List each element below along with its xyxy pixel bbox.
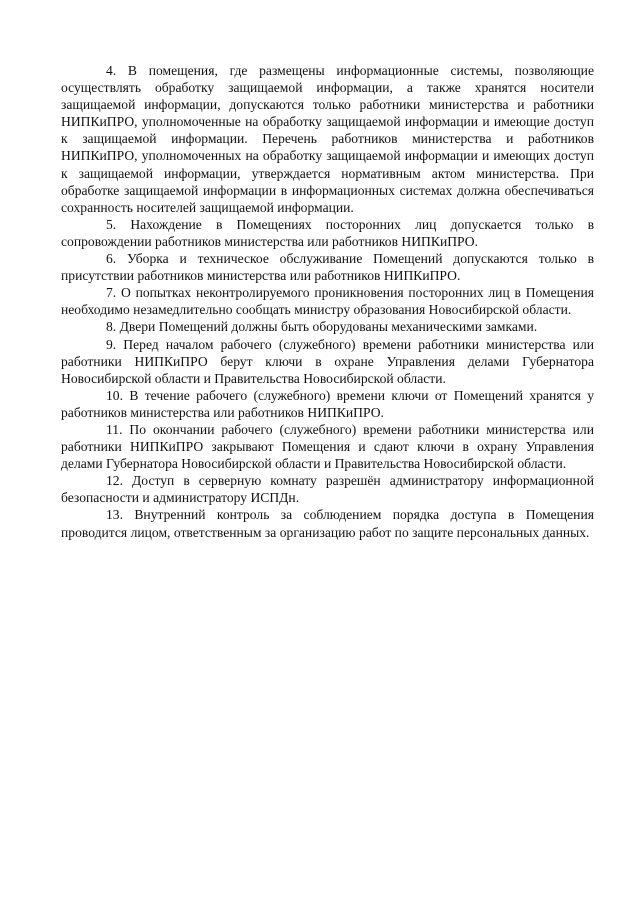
paragraph-7: 7. О попытках неконтролируемого проникновения посторонних лиц в Помещения необходимо незамедлительно сообщать министру образования Новосибирской области. (61, 285, 594, 318)
paragraph-11: 11. По окончании рабочего (служебного) времени работники министерства или работники НИПКиПРО закрывают Помещения и сдают ключи в охрану Управления делами Губернатора Новосибирской области и Правительства Новосибирской области. (61, 421, 594, 472)
paragraph-8: 8. Двери Помещений должны быть оборудованы механическими замками. (106, 319, 538, 335)
paragraph-9: 9. Перед началом рабочего (служебного) времени работники министерства или работники НИПКиПРО берут ключи в охране Управления делами Губернатора Новосибирской области и Правительства Новосибирской области. (61, 336, 594, 386)
document-page (61, 62, 594, 541)
paragraph-6: 6. Уборка и техническое обслуживание Помещений допускаются только в присутствии работников министерства или работников НИПКиПРО. (61, 251, 594, 284)
paragraph-10: 10. В течение рабочего (служебного) времени ключи от Помещений хранятся у работников министерства или работников НИПКиПРО. (61, 387, 594, 420)
paragraph-13: 13. Внутренний контроль за соблюдением порядка доступа в Помещения проводится лицом, ответственным за организацию работ по защите персональных данных. (61, 507, 594, 540)
paragraph-12: 12. Доступ в серверную комнату разрешён администратору информационной безопасности и администратору ИСПДн. (61, 473, 594, 506)
paragraph-4: 4. В помещения, где размещены информационные системы, позволяющие осуществлять обработку защищаемой информации, а также хранятся носители защищаемой информации, допускаются только работники министерства и работники НИПКиПРО, уполномоченные на обработку защищаемой информации и имеющие доступ к защищаемой информации. Перечень работников министерства и работников НИПКиПРО, уполномоченных на обработку защищаемой информации и имеющих доступ к защищаемой информации, утверждается нормативным актом министерства. При обработке защищаемой информации в информационных системах должна обеспечиваться сохранность носителей защищаемой информации. (61, 63, 594, 215)
paragraph-5: 5. Нахождение в Помещениях посторонних лиц допускается только в сопровождении работников министерства или работников НИПКиПРО. (61, 216, 594, 249)
